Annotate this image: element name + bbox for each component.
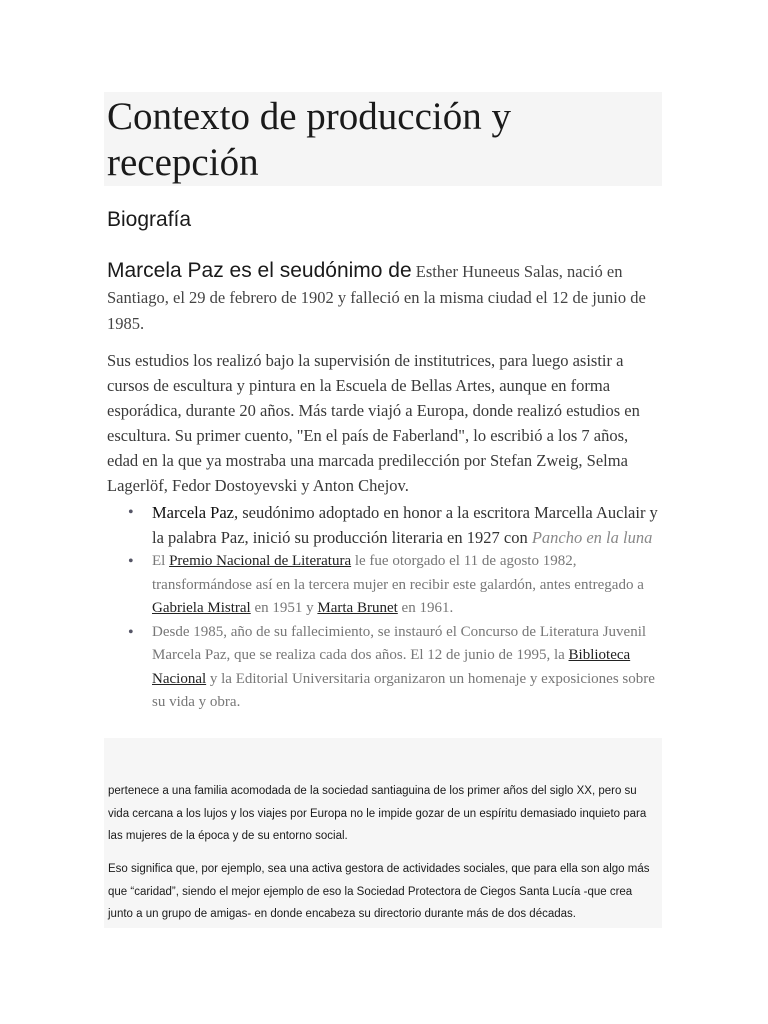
intro-paragraph bbox=[107, 258, 663, 337]
link-premio-nacional[interactable]: Premio Nacional de Literatura bbox=[169, 553, 352, 569]
list-item bbox=[107, 550, 663, 621]
box-paragraph-1: pertenece a una familia acomodada de la sociedad santiaguina de los primer años del siglo XX, pero su vida cercana a los lujos y los viajes por Europa no le impide gozar de un espíritu demasiado inquieto para las mujeres de la época y de su entorno social. bbox=[108, 785, 647, 842]
list-item-text: Desde 1985, año de su fallecimiento, se instauró el Concurso de Literatura Juvenil Marcela Paz, que se realiza cada dos años. El 12 de junio de 1995, la bbox=[152, 623, 647, 663]
list-item-text: , seudónimo adoptado en honor a la escritora Marcella Auclair y la palabra Paz, inició su producción literaria en 1927 con bbox=[152, 503, 658, 547]
bullet-icon: • bbox=[128, 553, 134, 570]
list-item-text: en 1951 y bbox=[250, 600, 318, 616]
bullet-icon: • bbox=[128, 623, 134, 641]
page-title: Contexto de producción y recepción bbox=[107, 95, 511, 184]
section-heading: Biografía bbox=[107, 208, 192, 231]
facts-list bbox=[107, 500, 663, 715]
book-title: Pancho en la luna bbox=[531, 528, 653, 547]
list-item bbox=[107, 621, 663, 715]
link-biblioteca-nacional[interactable]: Biblioteca Nacional bbox=[152, 647, 631, 687]
list-item-text: y la Editorial Universitaria organizaron un homenaje y exposiciones sobre su vida y obra. bbox=[152, 670, 655, 710]
studies-paragraph: Sus estudios los realizó bajo la supervisión de institutrices, para luego asistir a cursos de escultura y pintura en la Escuela de Bellas Artes, aunque en forma esporádica, durante 20 años. Más tarde viajó a Europa, donde realizó estudios en escultura. Su primer cuento, "En el país de Faberland", lo escribió a los 7 años, edad en la que ya mostraba una marcada predilección por Stefan Zweig, Selma Lagerlöf, Fedor Dostoyevski y Anton Chejov. bbox=[107, 351, 640, 495]
link-gabriela-mistral[interactable]: Gabriela Mistral bbox=[152, 600, 251, 616]
author-name: Marcela Paz bbox=[152, 503, 234, 522]
bullet-icon: • bbox=[128, 504, 134, 521]
list-item-text: le fue otorgado el 11 de agosto 1982, transformándose así en la tercera mujer en recibir este galardón, antes entregado a bbox=[152, 553, 644, 593]
quote-box bbox=[104, 738, 662, 928]
link-marta-brunet[interactable]: Marta Brunet bbox=[317, 600, 398, 616]
intro-lead: Marcela Paz es el seudónimo de bbox=[107, 259, 412, 282]
list-item-text: en 1961. bbox=[397, 600, 454, 616]
list-item bbox=[107, 500, 663, 550]
list-item-text: El bbox=[152, 553, 170, 569]
intro-text: Esther Huneeus Salas, nació en Santiago, el 29 de febrero de 1902 y falleció en la misma ciudad el 12 de junio de 1985. bbox=[107, 262, 646, 333]
box-paragraph-2: Eso significa que, por ejemplo, sea una activa gestora de actividades sociales, que para ella son algo más que “caridad”, siendo el mejor ejemplo de eso la Sociedad Protectora de Ciegos Santa Lucía -que crea junto a un grupo de amigas- en donde encabeza su directorio durante más de dos décadas. bbox=[108, 863, 650, 920]
